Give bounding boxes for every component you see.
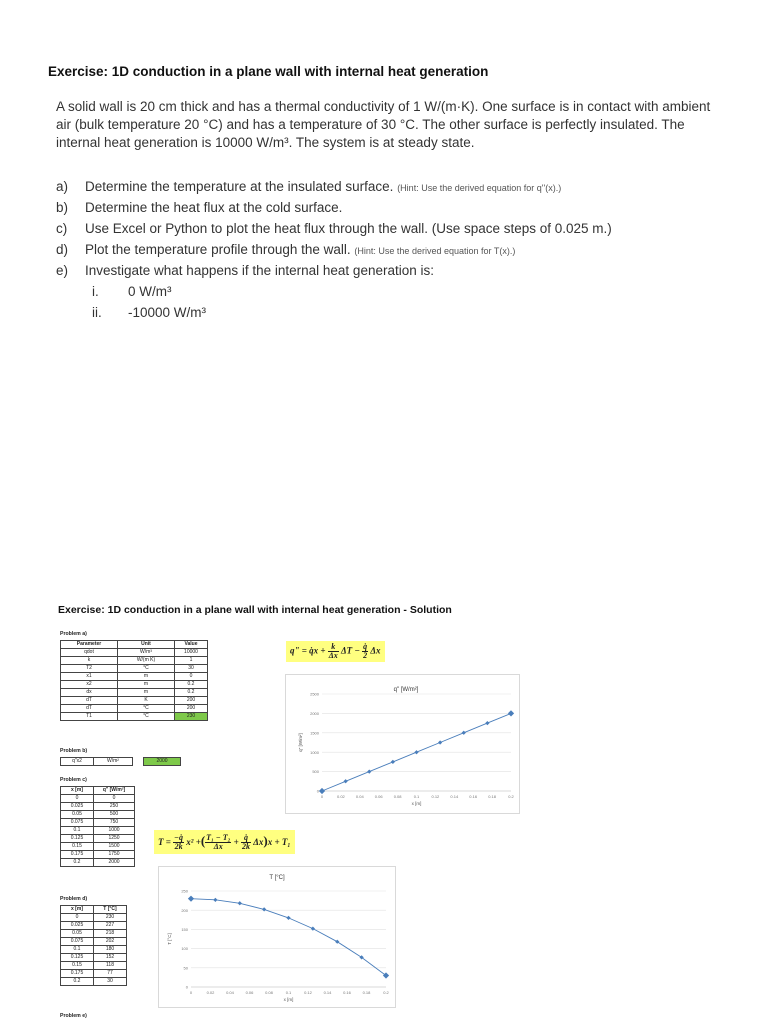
table-cell: 30 (94, 978, 127, 986)
table-row (61, 914, 127, 922)
table-row (61, 827, 135, 835)
column-header: Unit (118, 641, 175, 649)
task-hint: (Hint: Use the derived equation for q''(x).) (397, 183, 562, 193)
task-b (56, 197, 736, 218)
problem-c-label: Problem c) (60, 777, 87, 783)
heat-flux-formula: q" = q̇x + $\frac{k}{\Delta x}$ ΔT − $\frac{q̇}{2}$ Δx (286, 641, 385, 662)
subtask-text: -10000 W/m³ (128, 305, 207, 320)
task-label: c) (56, 221, 68, 236)
data-point (485, 721, 489, 725)
problem-a-label: Problem a) (60, 631, 87, 637)
table-row (61, 681, 208, 689)
x-axis-label: x [m] (283, 997, 294, 1002)
table-row (61, 938, 127, 946)
x-tick-label: 0.04 (226, 990, 234, 995)
result-cell: 2000 (144, 758, 181, 766)
problem-c-table (60, 786, 135, 867)
task-e (56, 260, 736, 281)
table-cell: 118 (94, 962, 127, 970)
table-cell: 500 (94, 811, 135, 819)
table-row (61, 970, 127, 978)
table-row (61, 851, 135, 859)
table-cell: 0 (61, 914, 94, 922)
table-cell: 0.2 (175, 689, 208, 697)
table-cell: 0 (94, 795, 135, 803)
table-header-row (61, 906, 127, 914)
task-text: Use Excel or Python to plot the heat flux through the wall. (Use space steps of 0.025 m.) (85, 221, 612, 236)
table-header-row (61, 787, 135, 795)
data-point (188, 896, 194, 902)
table-cell: 200 (175, 697, 208, 705)
table-cell: m (118, 689, 175, 697)
table-cell: 2000 (94, 859, 135, 867)
x-tick-label: 0.12 (431, 794, 440, 799)
task-hint: (Hint: Use the derived equation for T(x).) (354, 246, 516, 256)
x-tick-label: 0 (320, 794, 324, 799)
problem-d-table (60, 905, 127, 986)
table-cell: K (118, 697, 175, 705)
table-cell: 0.2 (61, 978, 94, 986)
table-cell: 0.2 (175, 681, 208, 689)
table-cell: 218 (94, 930, 127, 938)
table-cell: °C (118, 665, 175, 673)
x-tick-label: 0.08 (265, 990, 273, 995)
task-list (56, 176, 736, 323)
table-cell: °C (118, 713, 175, 721)
table-cell: 0.1 (61, 946, 94, 954)
y-tick-label: 0 (316, 788, 319, 794)
data-point (262, 907, 266, 911)
table-cell: 1 (175, 657, 208, 665)
data-point (367, 769, 371, 773)
y-axis-label: T [°C] (167, 933, 172, 945)
x-tick-label: 0.06 (245, 990, 254, 995)
column-header: x [m] (61, 787, 94, 795)
subtask-i (56, 281, 736, 302)
data-point (316, 788, 325, 794)
task-label: b) (56, 200, 69, 215)
result-cell: 230 (175, 713, 208, 721)
chart-title: T [°C] (269, 875, 285, 881)
table-cell: 152 (94, 954, 127, 962)
table-cell: 0.025 (61, 922, 94, 930)
data-point (213, 898, 217, 902)
table-cell: 1500 (94, 843, 135, 851)
data-point (391, 760, 395, 764)
problem-e-label: Problem e) (60, 1013, 87, 1019)
table-cell: q"x2 (61, 758, 94, 766)
x-tick-label: 0.02 (337, 794, 345, 799)
column-header: Value (175, 641, 208, 649)
y-tick-label: 1000 (310, 749, 319, 755)
task-text: Plot the temperature profile through the wall. (85, 242, 351, 257)
data-point (344, 779, 348, 783)
column-header: T [°C] (94, 906, 127, 914)
temperature-formula: T = $\frac{-q̇}{2k}$ x² +( $\frac{\text{T₁ − T₂}}{\Delta x}$ + $\frac{q̇}{2k}$ Δx)x + T₁ (154, 830, 295, 854)
table-cell: 77 (94, 970, 127, 978)
exercise-statement: A solid wall is 20 cm thick and has a thermal conductivity of 1 W/(m·K). One surface is in contact with ambient air (bulk temperature 20 °C) and has a temperature of 30 °C. The other surface is perfectly insulated. The internal heat generation is 10000 W/m³. The system is at steady state. (56, 99, 711, 150)
column-header: x [m] (61, 906, 94, 914)
table-cell: 0.15 (61, 962, 94, 970)
data-point (311, 927, 315, 931)
table-row (61, 819, 135, 827)
y-tick-label: 2000 (310, 711, 319, 716)
table-cell: m (118, 673, 175, 681)
table-cell: m (118, 681, 175, 689)
subtask-label: ii. (92, 305, 102, 320)
table-cell: 0.05 (61, 811, 94, 819)
exercise-title: Exercise: 1D conduction in a plane wall with internal heat generation (48, 64, 489, 79)
task-c (56, 218, 736, 239)
x-tick-label: 0.04 (355, 794, 364, 799)
y-tick-label: 2500 (310, 691, 319, 697)
task-label: d) (56, 242, 69, 257)
table-cell: dT (61, 705, 118, 713)
table-cell: 0.075 (61, 938, 94, 946)
y-tick-label: 150 (181, 927, 188, 932)
table-row (61, 758, 181, 766)
x-tick-label: 0.12 (304, 990, 312, 995)
table-row (61, 713, 208, 721)
x-tick-label: 0.18 (488, 794, 496, 799)
table-header-row (61, 641, 208, 649)
subtask-ii (56, 302, 736, 323)
table-cell: 202 (94, 938, 127, 946)
table-cell: W/(m K) (118, 657, 175, 665)
column-header: q" [W/m²] (94, 787, 135, 795)
x-tick-label: 0.08 (393, 794, 402, 799)
table-cell: 0.2 (61, 859, 94, 867)
problem-b-table (60, 757, 181, 766)
table-row (61, 705, 208, 713)
table-row (61, 954, 127, 962)
table-cell: 227 (94, 922, 127, 930)
table-row (61, 922, 127, 930)
y-axis-label: q" [W/m²] (298, 733, 303, 752)
y-tick-label: 50 (183, 965, 188, 971)
subtask-text: 0 W/m³ (128, 284, 172, 299)
table-cell: 30 (175, 665, 208, 673)
y-tick-label: 200 (181, 907, 188, 913)
table-cell: T1 (61, 713, 118, 721)
table-cell: 0 (175, 673, 208, 681)
chart-title: q" [W/m²] (393, 687, 419, 693)
table-cell: 0.025 (61, 803, 94, 811)
table-cell: 1000 (94, 827, 135, 835)
x-tick-label: 0.18 (362, 990, 371, 995)
table-cell: 180 (94, 946, 127, 954)
solution-title: Exercise: 1D conduction in a plane wall with internal heat generation - Solution (58, 604, 452, 616)
task-a (56, 176, 736, 197)
subtask-label: i. (92, 284, 99, 299)
task-text: Determine the heat flux at the cold surface. (85, 200, 343, 215)
y-tick-label: 100 (181, 946, 188, 952)
table-cell: 200 (175, 705, 208, 713)
x-tick-label: 0.06 (374, 794, 383, 799)
table-cell: 0.125 (61, 954, 94, 962)
task-label: a) (56, 179, 69, 194)
table-cell: 0.15 (61, 843, 94, 851)
table-cell: 0.075 (61, 819, 94, 827)
table-row (61, 689, 208, 697)
table-row (61, 930, 127, 938)
table-cell: 10000 (175, 649, 208, 657)
table-row (61, 697, 208, 705)
table-cell: 0.05 (61, 930, 94, 938)
x-tick-label: 0.2 (508, 794, 514, 799)
table-row (61, 665, 208, 673)
table-row (61, 946, 127, 954)
table-row (61, 803, 135, 811)
data-point (508, 710, 514, 716)
temperature-chart (159, 867, 395, 1007)
table-row (61, 811, 135, 819)
x-tick-label: 0.16 (469, 794, 478, 799)
table-cell: 0 (61, 795, 94, 803)
x-tick-label: 0.14 (450, 794, 459, 799)
table-row (61, 795, 135, 803)
y-tick-label: 250 (181, 888, 188, 894)
table-cell: 0.125 (61, 835, 94, 843)
table-row (61, 843, 135, 851)
data-point (238, 901, 242, 905)
table-cell: W/m² (94, 758, 133, 766)
task-d (56, 239, 736, 260)
table-cell: dx (61, 689, 118, 697)
data-point (383, 972, 389, 978)
data-point (414, 750, 418, 754)
problem-b-label: Problem b) (60, 748, 88, 754)
task-label: e) (56, 263, 69, 278)
column-header: Parameter (61, 641, 118, 649)
table-cell: 1250 (94, 835, 135, 843)
y-tick-label: 500 (312, 769, 319, 775)
table-row (61, 978, 127, 986)
heat-flux-chart (286, 675, 519, 813)
table-cell: 250 (94, 803, 135, 811)
table-row (61, 859, 135, 867)
table-row (61, 649, 208, 657)
x-tick-label: 0 (189, 990, 193, 995)
y-tick-label: 0 (185, 984, 188, 990)
data-point (438, 740, 442, 744)
x-tick-label: 0.1 (413, 794, 420, 799)
table-row (61, 962, 127, 970)
x-tick-label: 0.16 (343, 990, 351, 995)
x-tick-label: 0.2 (383, 990, 389, 995)
task-text: Determine the temperature at the insulated surface. (85, 179, 394, 194)
table-cell: W/m³ (118, 649, 175, 657)
table-cell: 230 (94, 914, 127, 922)
table-cell: dT (61, 697, 118, 705)
x-axis-label: x [m] (411, 801, 422, 806)
temperature-chart-frame (158, 866, 396, 1008)
table-cell: 0.175 (61, 970, 94, 978)
table-row (61, 657, 208, 665)
table-cell: qdot (61, 649, 118, 657)
data-point (286, 916, 290, 920)
table-row (61, 835, 135, 843)
table-cell: 0.175 (61, 851, 94, 859)
x-tick-label: 0.02 (206, 990, 215, 995)
x-tick-label: 0.14 (323, 990, 332, 995)
table-cell: x1 (61, 673, 118, 681)
problem-a-table (60, 640, 208, 721)
task-text: Investigate what happens if the internal heat generation is: (85, 263, 434, 278)
table-cell: °C (118, 705, 175, 713)
problem-d-label: Problem d) (60, 896, 88, 902)
table-cell: k (61, 657, 118, 665)
x-tick-label: 0.1 (285, 990, 292, 995)
table-cell: x2 (61, 681, 118, 689)
table-cell: 1750 (94, 851, 135, 859)
y-tick-label: 1500 (310, 730, 319, 736)
table-cell: T2 (61, 665, 118, 673)
heat-flux-chart-frame (285, 674, 520, 814)
table-row (61, 673, 208, 681)
data-point (462, 731, 466, 735)
table-cell: 750 (94, 819, 135, 827)
table-cell: 0.1 (61, 827, 94, 835)
